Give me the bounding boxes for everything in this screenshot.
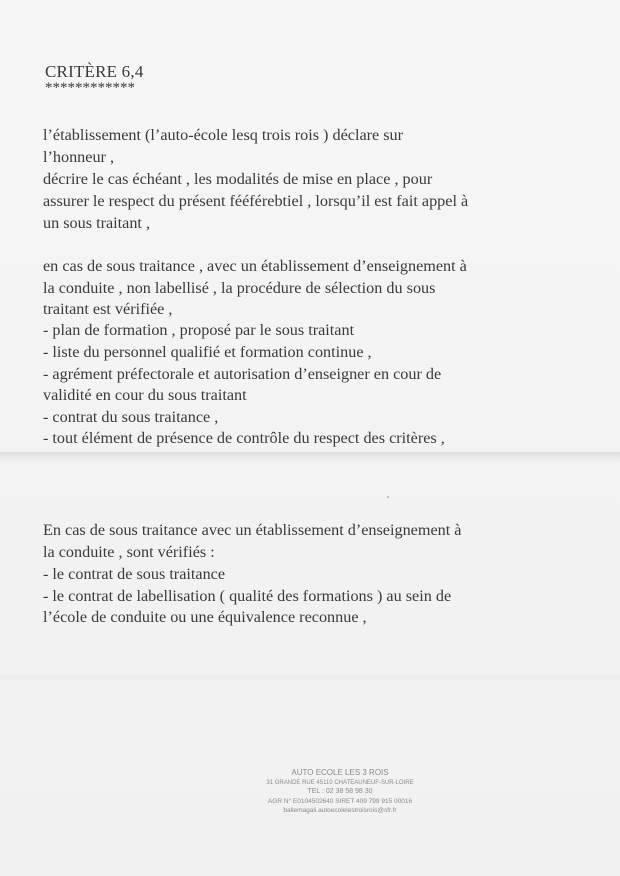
- text-line: en cas de sous traitance , avec un établissement d’enseignement à: [43, 257, 467, 275]
- text-line: l’école de conduite ou une équivalence reconnue ,: [43, 608, 367, 626]
- stamp-phone: TEL : 02 38 58 98 30: [307, 788, 373, 795]
- document-title: CRITÈRE 6,4: [45, 62, 144, 81]
- stamp-registration: AGR N° E0104502640 SIRET 409 799 915 00016: [267, 798, 413, 805]
- stamp-email: ballemagali.autoecolelestroisrois@sfr.fr: [283, 807, 397, 814]
- text-line: - liste du personnel qualifié et formation continue ,: [43, 343, 372, 361]
- text-line: l’établissement (l’auto-école lesq trois rois ) déclare sur: [43, 126, 404, 144]
- paper-fold-bottom: [0, 672, 620, 682]
- text-line: - contrat du sous traitance ,: [43, 408, 219, 426]
- title-underline-stars: ************: [45, 80, 135, 96]
- text-line: assurer le respect du présent fééférebtiel , lorsqu’il est fait appel à: [43, 192, 469, 210]
- text-line: - plan de formation , proposé par le sous traitant: [43, 321, 355, 339]
- stamp-address: 31 GRANDE RUE 45110 CHATEAUNEUF-SUR-LOIRE: [266, 780, 414, 786]
- text-line: un sous traitant ,: [43, 214, 151, 232]
- text-line: la conduite , sont vérifiés :: [43, 543, 215, 561]
- text-line: - le contrat de labellisation ( qualité des formations ) au sein de: [43, 587, 452, 605]
- stamp-name: AUTO ECOLE LES 3 ROIS: [291, 768, 389, 777]
- text-line: décrire le cas échéant , les modalités de mise en place , pour: [43, 170, 433, 188]
- text-line: - le contrat de sous traitance: [43, 565, 226, 583]
- speck: [387, 496, 389, 498]
- text-line: l’honneur ,: [43, 148, 115, 166]
- text-line: validité en cour du sous traitant: [43, 386, 247, 404]
- text-line: la conduite , non labellisé , la procédure de sélection du sous: [43, 279, 436, 297]
- paper-fold: [0, 452, 620, 466]
- text-line: - tout élément de présence de contrôle du respect des critères ,: [43, 429, 445, 447]
- text-line: - agrément préfectorale et autorisation d’enseigner en cour de: [43, 365, 442, 383]
- text-line: En cas de sous traitance avec un établissement d’enseignement à: [43, 521, 462, 539]
- text-line: traitant est vérifiée ,: [43, 300, 173, 318]
